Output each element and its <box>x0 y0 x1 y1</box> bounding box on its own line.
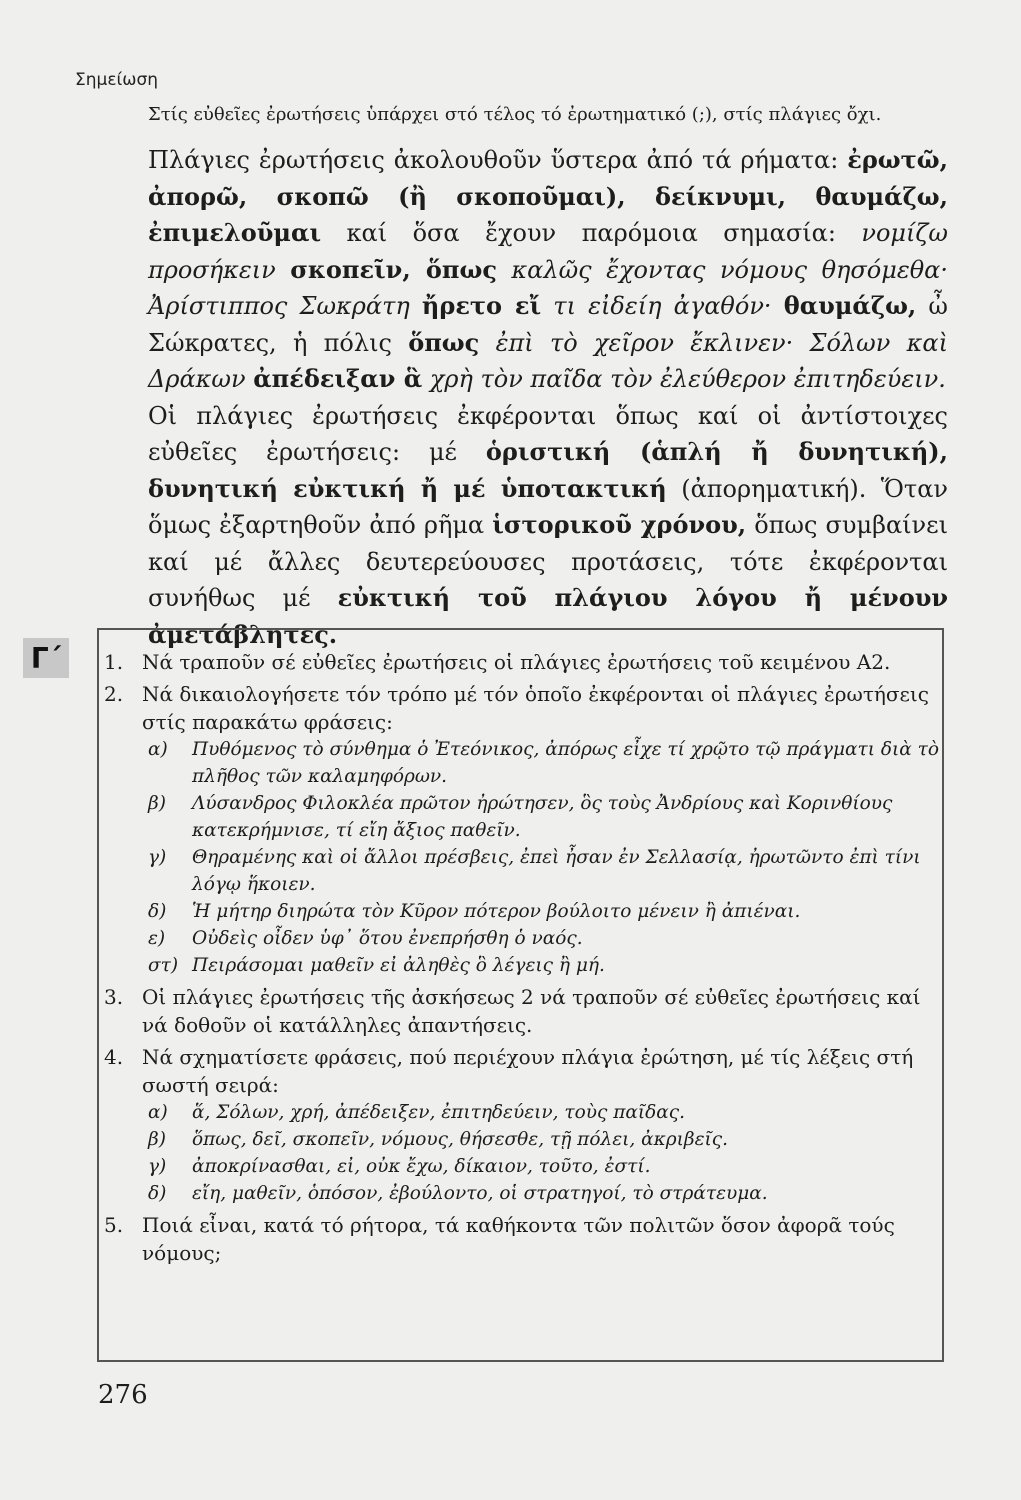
exercise-2-sub-c: γ) Θηραμένης καὶ οἱ ἄλλοι πρέσβεις, ἐπεὶ ἦσαν ἐν Σελλασίᾳ, ἠρωτῶντο ἐπὶ τίνι λόγῳ ἥκοιεν. <box>148 847 921 895</box>
exercise-item-4: 4. Νά σχηματίσετε φράσεις, πού περιέχουν πλάγια ἐρώτηση, μέ τίς λέξεις στή σωστή σειρά: <box>104 1045 914 1097</box>
exercise-2-sub-a: α) Πυθόμενος τὸ σύνθημα ὁ Ἐτεόνικος, ἀπόρως εἶχε τί χρῷτο τῷ πράγματι διὰ τὸ πλῆθος τῶν καλαμηφόρων. <box>148 739 940 787</box>
exercise-item-5: 5. Ποιά εἶναι, κατά τό ρήτορα, τά καθήκοντα τῶν πολιτῶν ὅσον ἀφορᾶ τούς νόμους; <box>104 1213 895 1265</box>
exercise-item-3: 3. Οἱ πλάγιες ἐρωτήσεις τῆς ἀσκήσεως 2 νά τραποῦν σέ εὐθεῖες ἐρωτήσεις καί νά δοθοῦν οἱ κατάλληλες ἀπαντήσεις. <box>104 985 921 1037</box>
exercise-2-sub-b: β) Λύσανδρος Φιλοκλέα πρῶτον ἠρώτησεν, ὃς τοὺς Ἀνδρίους καὶ Κορινθίους κατεκρήμνισε, τί εἴη ἄξιος παθεῖν. <box>148 793 893 841</box>
paragraph-indirect-questions-moods: Οἱ πλάγιες ἐρωτήσεις ἐκφέρονται ὅπως καί οἱ ἀντίστοιχες εὐθεῖες ἐρωτήσεις: μέ ὁριστική (ἁπλή ἤ δυνητική), δυνητική εὐκτική ἤ μέ ὑποτακτική (ἀπορηματική). Ὅταν ὅμως ἐξαρτηθοῦν ἀπό ρῆμα ἱστορικοῦ χρόνου, ὅπως συμβαίνει καί μέ ἄλλες δευτερεύουσες προτάσεις, τότε ἐκφέρονται συνήθως μέ εὐκτική τοῦ πλάγιου λόγου ἤ μένουν ἀμετάβλητες. <box>148 401 949 649</box>
exercise-4-sub-a: α) ἅ, Σόλων, χρή, ἀπέδειξεν, ἐπιτηδεύειν, τοὺς παῖδας. <box>148 1102 686 1123</box>
exercise-2-sub-f: στ) Πειράσομαι μαθεῖν εἰ ἀληθὲς ὃ λέγεις ἢ μή. <box>148 955 605 976</box>
exercise-item-2: 2. Νά δικαιολογήσετε τόν τρόπο μέ τόν ὁποῖο ἐκφέρονται οἱ πλάγιες ἐρωτήσεις στίς παρακάτω φράσεις: <box>104 682 929 734</box>
note-first-line: Στίς εὐθεῖες ἐρωτήσεις ὑπάρχει στό τέλος τό ἐρωτηματικό (;), στίς πλάγιες ὄχι. <box>148 104 882 125</box>
exercise-4-sub-d: δ) εἴη, μαθεῖν, ὁπόσον, ἐβούλοντο, οἱ στρατηγοί, τὸ στράτευμα. <box>148 1183 768 1204</box>
exercise-2-sub-d: δ) Ἡ μήτηρ διηρώτα τὸν Κῦρον πότερον βούλοιτο μένειν ἢ ἀπιέναι. <box>148 901 801 922</box>
section-badge: Γ΄ <box>23 638 69 678</box>
exercise-2-sub-e: ε) Οὐδεὶς οἶδεν ὑφ᾽ ὅτου ἐνεπρήσθη ὁ ναός. <box>148 928 583 949</box>
paragraph-indirect-questions-verbs: Πλάγιες ἐρωτήσεις ἀκολουθοῦν ὕστερα ἀπό τά ρήματα: ἐρωτῶ, ἀπορῶ, σκοπῶ (ἢ σκοποῦμαι), δείκνυμι, θαυμάζω, ἐπιμελοῦμαι καί ὅσα ἔχουν παρόμοια σημασία: νομίζω προσήκειν σκοπεῖν, ὅπως καλῶς ἔχοντας νόμους θησόμεθα· Ἀρίστιππος Σωκράτη ἤρετο εἴ τι εἰδείη ἀγαθόν· θαυμάζω, ὦ Σώκρατες, ἡ πόλις ὅπως ἐπὶ τὸ χεῖρον ἔκλινεν· Σόλων καὶ Δράκων ἀπέδειξαν ἃ χρὴ τὸν παῖδα τὸν ἐλεύθερον ἐπιτηδεύειν. <box>148 145 948 393</box>
page-number: 276 <box>98 1380 148 1410</box>
note-heading: Σημείωση <box>75 70 159 90</box>
exercise-list <box>100 640 940 1267</box>
exercise-4-sub-c: γ) ἀποκρίνασθαι, εἰ, οὐκ ἔχω, δίκαιον, τοῦτο, ἐστί. <box>148 1156 651 1177</box>
grammar-explanation <box>148 142 948 653</box>
exercise-4-sub-b: β) ὅπως, δεῖ, σκοπεῖν, νόμους, θήσεσθε, τῇ πόλει, ἀκριβεῖς. <box>148 1129 729 1150</box>
exercise-item-1: 1. Νά τραποῦν σέ εὐθεῖες ἐρωτήσεις οἱ πλάγιες ἐρωτήσεις τοῦ κειμένου Α2. <box>104 650 891 674</box>
